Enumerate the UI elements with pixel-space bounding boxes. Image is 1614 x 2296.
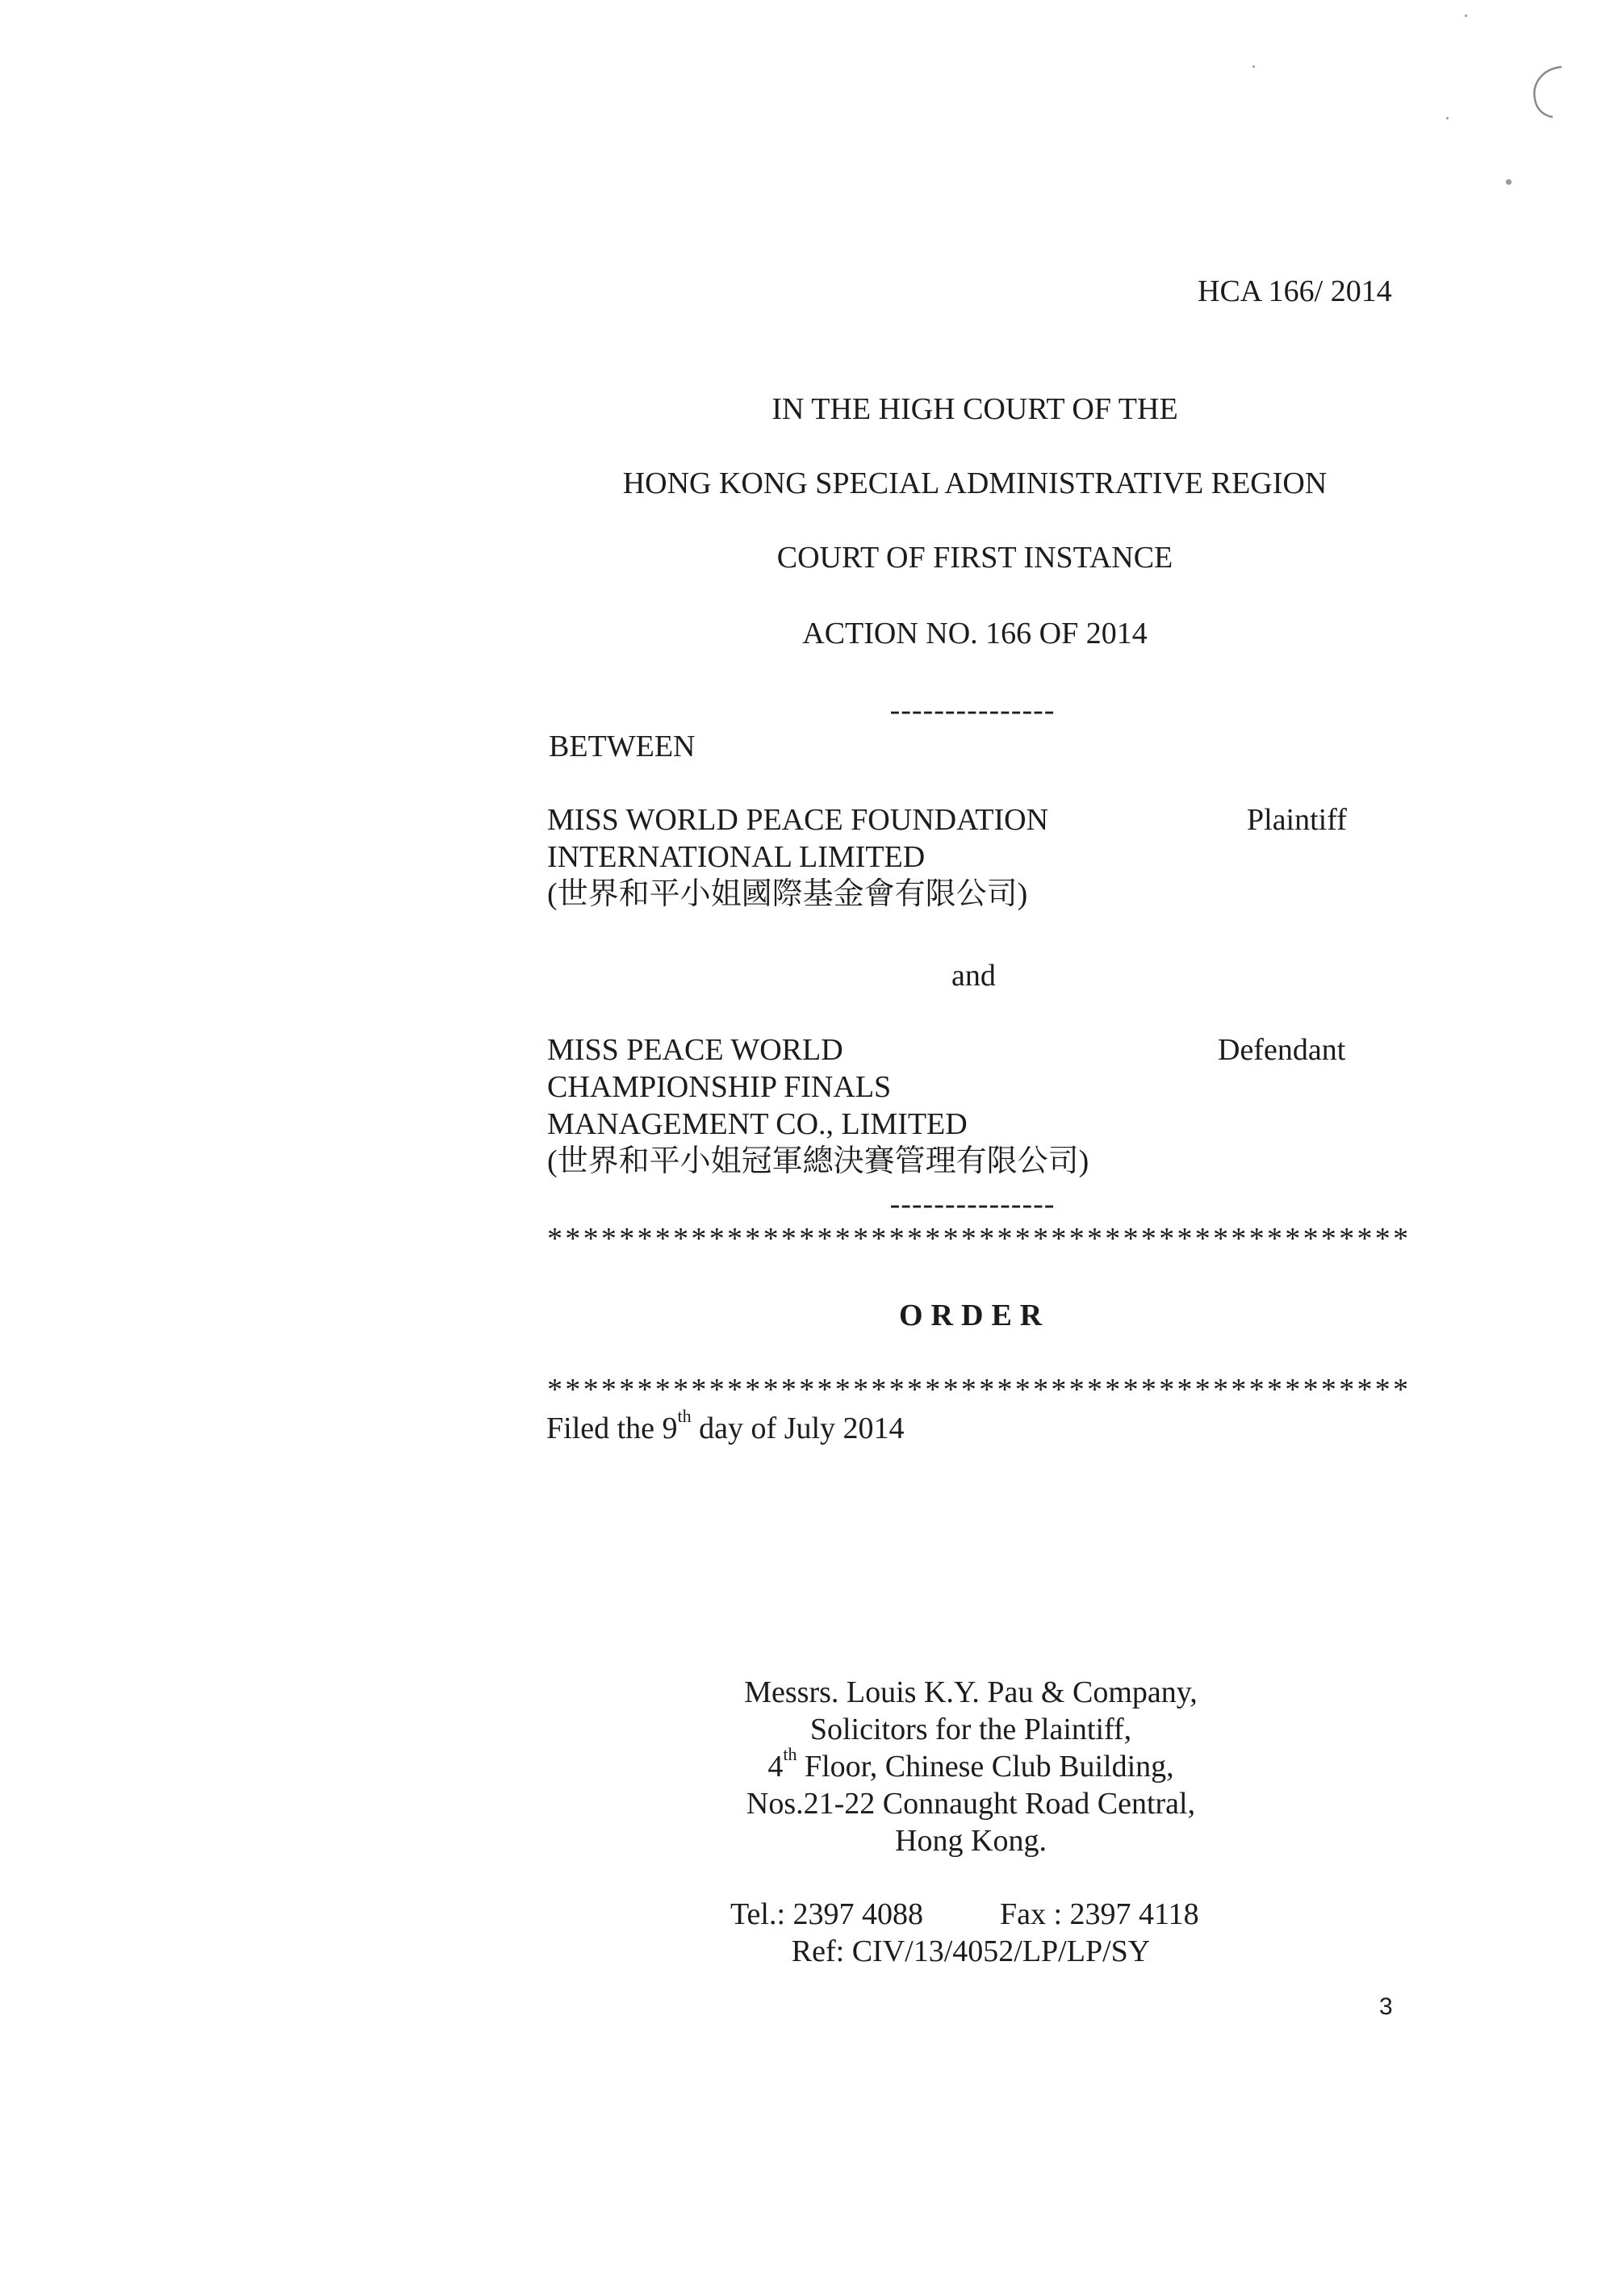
between-label: BETWEEN: [549, 730, 696, 763]
order-title: ORDER: [899, 1299, 1051, 1332]
solicitor-tel: Tel.: 2397 4088: [730, 1897, 924, 1931]
solicitor-firm: Messrs. Louis K.Y. Pau & Company,: [744, 1675, 1198, 1709]
filed-date-suffix: day of July 2014: [691, 1411, 905, 1445]
scan-speck: [1446, 117, 1449, 119]
plaintiff-name-chinese: (世界和平小姐國際基金會有限公司): [547, 877, 1028, 911]
solicitor-address-line-1: 4th Floor, Chinese Club Building,: [767, 1744, 1174, 1784]
solicitor-role: Solicitors for the Plaintiff,: [809, 1713, 1132, 1746]
separator-bottom: ---------------: [889, 1187, 1056, 1221]
case-reference: HCA 166/ 2014: [1198, 274, 1392, 308]
filed-date-sup: th: [677, 1406, 692, 1427]
defendant-name-chinese: (世界和平小姐冠軍總決賽管理有限公司): [547, 1144, 1089, 1178]
defendant-role: Defendant: [1218, 1033, 1346, 1067]
filed-date: [546, 1406, 905, 1447]
asterisk-rule-top: ************************************************: [547, 1222, 1411, 1256]
filed-date-prefix: Filed the 9: [546, 1411, 678, 1445]
asterisk-rule-bottom: ************************************************: [547, 1373, 1411, 1407]
defendant-name-line-3: MANAGEMENT CO., LIMITED: [547, 1107, 968, 1141]
scan-mark-arc: [1525, 61, 1574, 125]
court-heading-line-2: HONG KONG SPECIAL ADMINISTRATIVE REGION: [622, 466, 1328, 500]
defendant-name-line-2: CHAMPIONSHIP FINALS: [547, 1070, 892, 1104]
plaintiff-name-line-2: INTERNATIONAL LIMITED: [547, 840, 926, 874]
solicitor-address-line-3: Hong Kong.: [895, 1824, 1047, 1858]
plaintiff-role: Plaintiff: [1247, 803, 1347, 837]
court-heading-line-4: ACTION NO. 166 OF 2014: [802, 617, 1148, 650]
solicitor-address-line-2: Nos.21-22 Connaught Road Central,: [746, 1787, 1196, 1821]
court-heading-line-1: IN THE HIGH COURT OF THE: [771, 392, 1178, 426]
court-heading-line-3: COURT OF FIRST INSTANCE: [776, 541, 1173, 575]
scan-speck: [1465, 15, 1467, 17]
and-label: and: [951, 959, 996, 993]
plaintiff-name-line-1: MISS WORLD PEACE FOUNDATION: [547, 803, 1049, 837]
scan-speck: [1252, 65, 1255, 68]
page-number: 3: [1379, 1993, 1393, 2020]
defendant-name-line-1: MISS PEACE WORLD: [547, 1033, 843, 1067]
separator-top: ---------------: [889, 693, 1056, 727]
solicitor-reference: Ref: CIV/13/4052/LP/LP/SY: [791, 1934, 1151, 1968]
solicitor-fax: Fax : 2397 4118: [1000, 1897, 1199, 1931]
scan-speck: [1506, 179, 1512, 185]
